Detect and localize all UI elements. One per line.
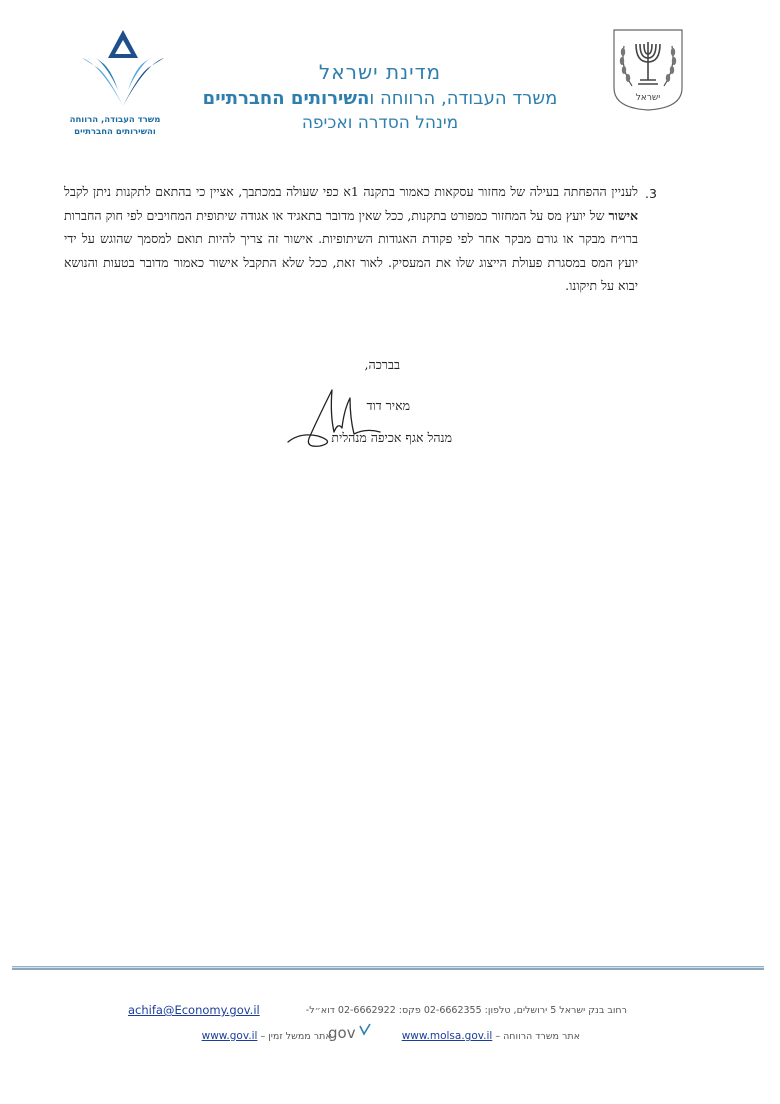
header-ministry-name-part-1: משרד העבודה, הרווחה ו — [369, 88, 558, 109]
body-paragraph — [64, 180, 638, 298]
molsa-site-link[interactable]: www.molsa.gov.il — [401, 1030, 493, 1042]
footer-links — [170, 1030, 580, 1042]
svg-text:ישראל: ישראל — [635, 93, 661, 103]
paragraph-text-start: לעניין ההפחתה בעילה של מחזור עסקאות כאמור בתקנה 1א כפי שעולה במכתבך, אציין כי בהתאם לתקנות ניתן לקבל — [64, 184, 639, 199]
gov-logo-icon — [326, 1022, 374, 1044]
footer-divider — [12, 966, 764, 970]
header-ministry-name — [150, 88, 610, 109]
header-ministry-name-part-2: השירותים החברתיים — [202, 88, 370, 109]
gov-site-label: אתר ממשל זמין – — [257, 1031, 332, 1042]
footer-address: רחוב בנק ישראל 5 ירושלים, טלפון: 02-6662355 פקס: 02-6662922 דוא״ל- — [305, 1005, 627, 1016]
header-state-name: מדינת ישראל — [318, 60, 442, 84]
handwritten-signature-icon — [280, 384, 390, 454]
footer-email-link[interactable]: achifa@Economy.gov.il — [128, 1003, 260, 1017]
logo-caption-line-2: והשירותים החברתיים — [74, 127, 156, 137]
item-number: .3 — [645, 186, 657, 201]
signer-title: מנהל אגף אכיפה מנהלית — [331, 430, 452, 445]
paragraph-bold-word: אישור — [608, 207, 638, 223]
svg-text:gov: gov — [328, 1024, 356, 1042]
header-division-name: מינהל הסדרה ואכיפה — [301, 113, 459, 133]
closing-greeting: בברכה, — [364, 357, 400, 372]
paragraph-text-end: של יועץ מס על המחזור כמפורט בתקנות, ככל שאין מדובר בתאגיד או אגודה שיתופית המחויבים לפי חוק החברות ברו״ח מבקר או גורם מבקר אחר לפי פקודת האגודות השיתופיות. אישור זה צריך להיות תואם למסמך שהוגש על ידי יועץ המס במסגרת פעולת הייצוג שלו את המעסיק. לאור זאת, ככל שלא התקבל אישור כאמור מדובר בטעות והנושא יבוא על תיקונו. — [64, 207, 638, 294]
molsa-site-label: אתר משרד הרווחה – — [492, 1031, 580, 1042]
state-emblem-icon — [610, 28, 686, 112]
gov-site-link[interactable]: www.gov.il — [201, 1030, 258, 1042]
logo-caption-line-1: משרד העבודה, הרווחה — [69, 115, 161, 125]
signer-name: מאיר דוד — [366, 398, 410, 413]
